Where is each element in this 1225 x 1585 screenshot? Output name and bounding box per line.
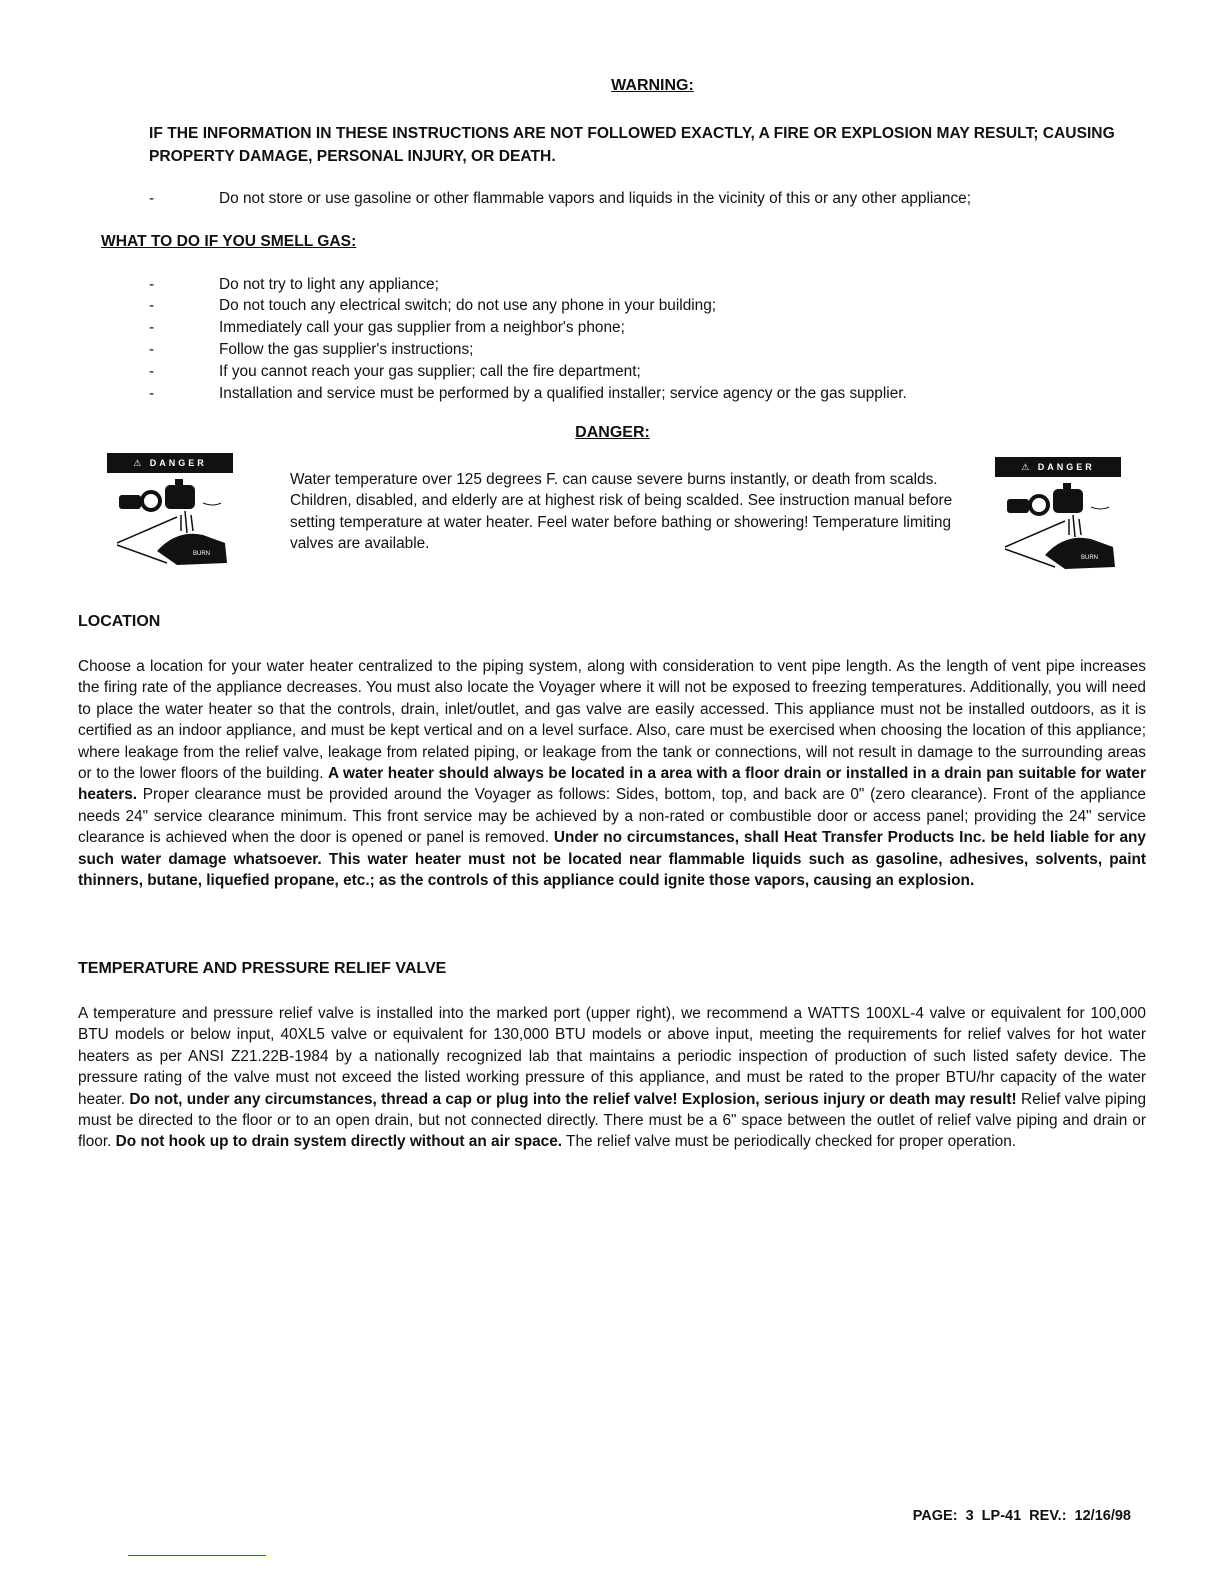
list-item: - Do not touch any electrical switch; do not use any phone in your building; — [149, 297, 717, 314]
list-item: - If you cannot reach your gas supplier; call the fire department; — [149, 363, 641, 380]
list-item: - Do not try to light any appliance; — [149, 276, 439, 293]
list-item: - Installation and service must be performed by a qualified installer; service agency or the gas supplier. — [149, 385, 907, 402]
relief-valve-paragraph: A temperature and pressure relief valve is installed into the marked port (upper right), we recommend a WATTS 100XL-4 valve or equivalent for 100,000 BTU models or below input, 40XL5 valve or equivalent for 130,000 BTU models or above input, meeting the requirements for relief valves for hot water heaters as per ANSI Z21.22B-1984 by a nationally recognized lab that maintains a periodic inspection of production of such listed safety device. The pressure rating of the valve must not exceed the listed working pressure of this appliance, and must be rated to the proper BTU/hr capacity of the water heater. Do not, under any circumstances, thread a cap or plug into the relief valve! Explosion, serious injury or death may result! Relief valve piping must be directed to the floor or to an open drain, but not connected directly. There must be a 6" space between the outlet of relief valve piping and drain or floor. Do not hook up to drain system directly without an air space. The relief valve must be periodically checked for proper operation. — [78, 1005, 1147, 1151]
warning-statement: IF THE INFORMATION IN THESE INSTRUCTIONS ARE NOT FOLLOWED EXACTLY, A FIRE OR EXPLOSION MAY RESULT; CAUSING PROPERTY DAMAGE, PERSONAL INJURY, OR DEATH. — [149, 125, 1115, 165]
relief-valve-heading: TEMPERATURE AND PRESSURE RELIEF VALVE — [78, 960, 447, 977]
location-paragraph: Choose a location for your water heater centralized to the piping system, along with consideration to vent pipe length. As the length of vent pipe increases the firing rate of the appliance decreases. You must also locate the Voyager where it will not be exposed to freezing temperatures. Additionally, you will need to place the water heater so that the controls, drain, inlet/outlet, and gas valve are easily accessed. This appliance must not be installed outdoors, as it is certified as an indoor appliance, and must be kept vertical and on a level surface. Also, care must be exercised when choosing the location of this appliance; where leakage from the relief valve, leakage from related piping, or leakage from the tank or connections, will not result in damage to the surrounding areas or to the lower floors of the building. A water heater should always be located in a area with a floor drain or installed in a drain pan suitable for water heaters. Proper clearance must be provided around the Voyager as follows: Sides, bottom, top, and back are 0" (zero clearance). Front of the appliance needs 24" service clearance minimum. This front service may be achieved by a non-rated or combustible door or access panel; providing the 24" service clearance is achieved when the door is opened or panel is removed. Under no circumstances, shall Heat Transfer Products Inc. be held liable for any such water damage whatsoever. This water heater must not be located near flammable liquids such as gasoline, adhesives, solvents, paint thinners, butane, liquefied propane, etc.; as the controls of this appliance could ignite those vapors, causing an explosion. — [78, 658, 1146, 890]
list-item: - Follow the gas supplier's instructions; — [149, 341, 474, 358]
page-footer: PAGE: 3 LP-41 REV.: 12/16/98 — [912, 1508, 1131, 1524]
location-heading: LOCATION — [78, 613, 161, 630]
danger-label: ⚠ DANGER — [107, 453, 233, 473]
danger-scald-icon — [107, 453, 233, 568]
footer-rule — [128, 1555, 266, 1556]
danger-scald-icon — [995, 457, 1121, 572]
list-item: - Immediately call your gas supplier from a neighbor's phone; — [149, 319, 625, 336]
warning-bullet: - Do not store or use gasoline or other flammable vapors and liquids in the vicinity of this or any other appliance; — [149, 190, 971, 207]
svg-text:BURN: BURN — [193, 551, 211, 557]
smell-gas-heading: WHAT TO DO IF YOU SMELL GAS: — [101, 233, 357, 250]
danger-text: Water temperature over 125 degrees F. can cause severe burns instantly, or death from scalds. Children, disabled, and elderly are at highest risk of being scalded. See instruction manual before setting temperature at water heater. Feel water before bathing or showering! Temperature limiting valves are available. — [290, 471, 953, 553]
danger-heading: DANGER: — [575, 424, 650, 441]
warning-heading: WARNING: — [611, 77, 694, 94]
danger-label: ⚠ DANGER — [995, 457, 1121, 477]
svg-text:BURN: BURN — [1081, 555, 1099, 561]
